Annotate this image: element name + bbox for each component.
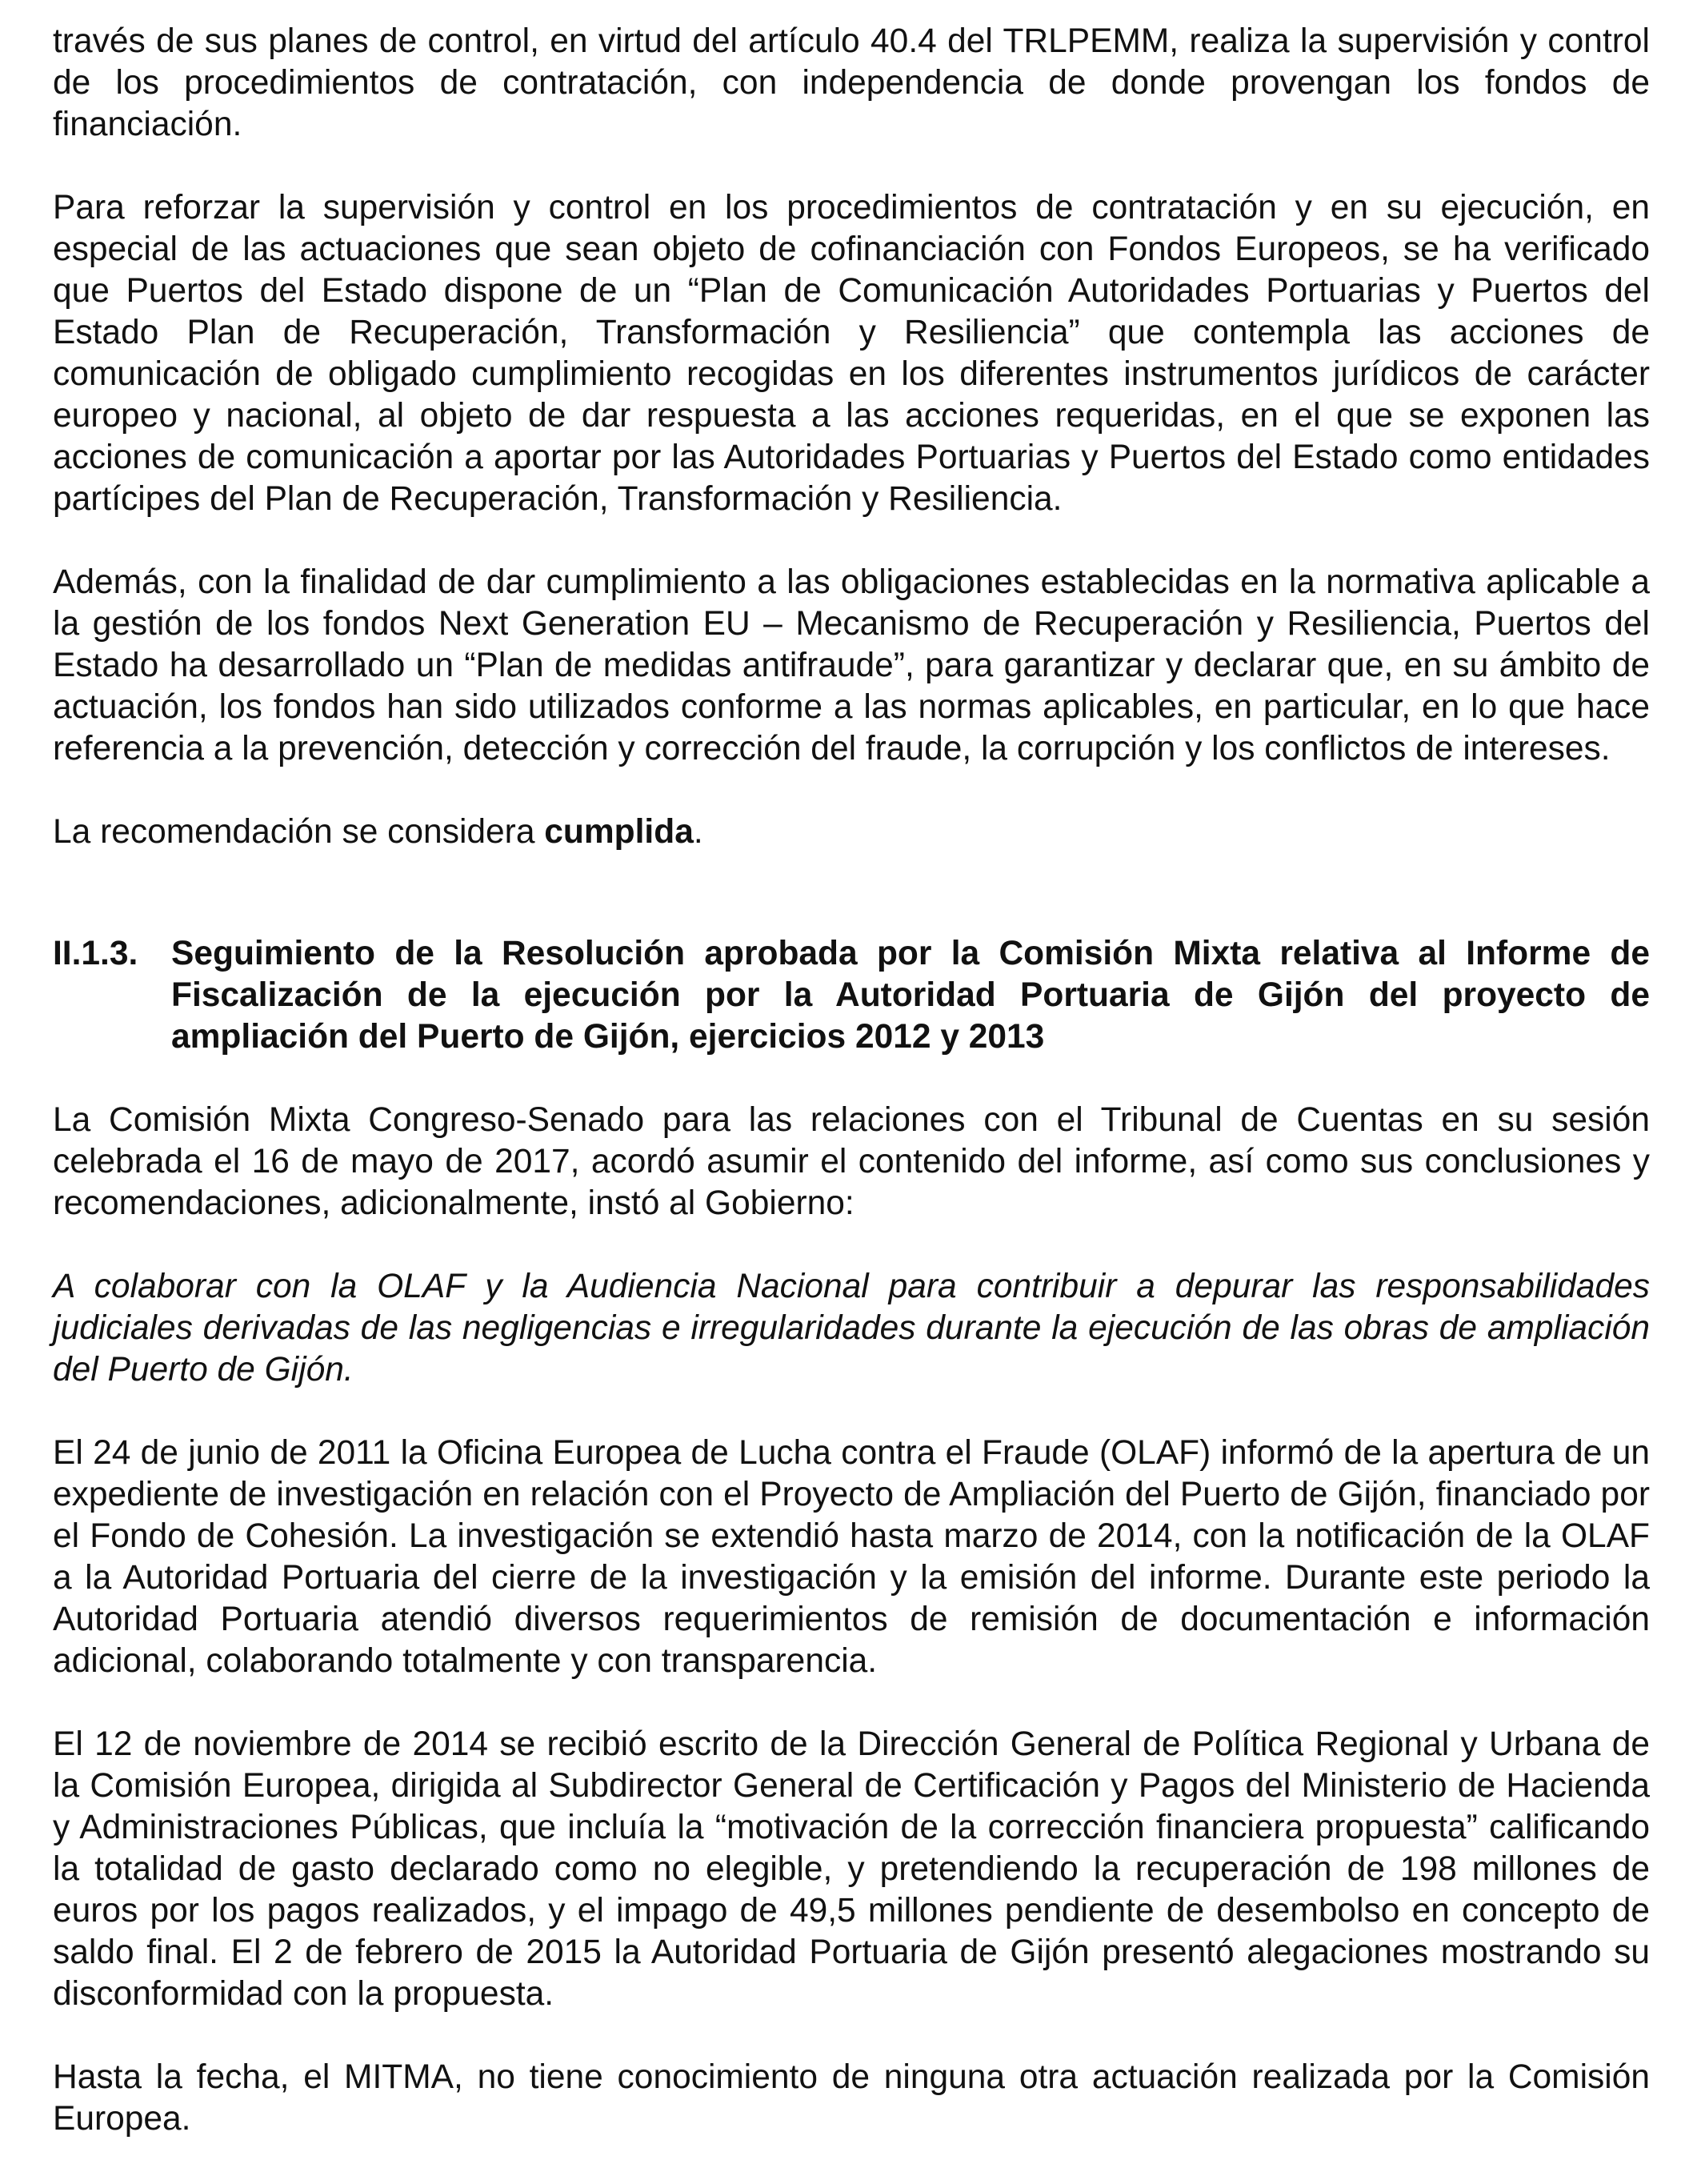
paragraph-recommendation-status (53, 811, 1650, 853)
section-title: Seguimiento de la Resolución aprobada por la Comisión Mixta relativa al Informe de Fiscalización de la ejecución por la Autoridad Portuaria de Gijón del proyecto de ampliación del Puerto de Gijón, ejercicios 2012 y 2013 (171, 935, 1650, 1056)
paragraph-control-procedures: través de sus planes de control, en virtud del artículo 40.4 del TRLPEMM, realiza la supervisión y control de los procedimientos de contratación, con independencia de donde provengan los fondos de financiación. (53, 22, 1650, 143)
section-heading (53, 933, 1650, 1058)
paragraph-quoted-resolution: A colaborar con la OLAF y la Audiencia Nacional para contribuir a depurar las responsabilidades judiciales derivadas de las negligencias e irregularidades durante la ejecución de las obras de ampliación del Puerto de Gijón. (53, 1268, 1650, 1389)
paragraph-antifraud-plan: Además, con la finalidad de dar cumplimiento a las obligaciones establecidas en la normativa aplicable a la gestión de los fondos Next Generation EU – Mecanismo de Recuperación y Resiliencia, Puertos del Estado ha desarrollado un “Plan de medidas antifraude”, para garantizar y declarar que, en su ámbito de actuación, los fondos han sido utilizados conforme a las normas aplicables, en particular, en lo que hace referencia a la prevención, detección y corrección del fraude, la corrupción y los conflictos de intereses. (53, 563, 1650, 767)
recommendation-prefix: La recomendación se considera (53, 813, 545, 851)
paragraph-olaf-investigation: El 24 de junio de 2011 la Oficina Europea de Lucha contra el Fraude (OLAF) informó de la apertura de un expediente de investigación en relación con el Proyecto de Ampliación del Puerto de Gijón, financiado por el Fondo de Cohesión. La investigación se extendió hasta marzo de 2014, con la notificación de la OLAF a la Autoridad Portuaria del cierre de la investigación y la emisión del informe. Durante este periodo la Autoridad Portuaria atendió diversos requerimientos de remisión de documentación e información adicional, colaborando totalmente y con transparencia. (53, 1434, 1650, 1680)
paragraph-commission-session: La Comisión Mixta Congreso-Senado para las relaciones con el Tribunal de Cuentas en su sesión celebrada el 16 de mayo de 2017, acordó asumir el contenido del informe, así como sus conclusiones y recomendaciones, adicionalmente, instó al Gobierno: (53, 1101, 1650, 1222)
recommendation-suffix: . (693, 813, 703, 851)
section-number: II.1.3. (53, 935, 138, 972)
document-page (53, 21, 1650, 2140)
paragraph-financial-correction: El 12 de noviembre de 2014 se recibió escrito de la Dirección General de Política Regional y Urbana de la Comisión Europea, dirigida al Subdirector General de Certificación y Pagos del Ministerio de Hacienda y Administraciones Públicas, que incluía la “motivación de la corrección financiera propuesta” calificando la totalidad de gasto declarado como no elegible, y pretendiendo la recuperación de 198 millones de euros por los pagos realizados, y el impago de 49,5 millones pendiente de desembolso en concepto de saldo final. El 2 de febrero de 2015 la Autoridad Portuaria de Gijón presentó alegaciones mostrando su disconformidad con la propuesta. (53, 1725, 1650, 2013)
paragraph-communication-plan: Para reforzar la supervisión y control en los procedimientos de contratación y en su ejecución, en especial de las actuaciones que sean objeto de cofinanciación con Fondos Europeos, se ha verificado que Puertos del Estado dispone de un “Plan de Comunicación Autoridades Portuarias y Puertos del Estado Plan de Recuperación, Transformación y Resiliencia” que contempla las acciones de comunicación de obligado cumplimiento recogidas en los diferentes instrumentos jurídicos de carácter europeo y nacional, al objeto de dar respuesta a las acciones requeridas, en el que se exponen las acciones de comunicación a aportar por las Autoridades Portuarias y Puertos del Estado como entidades partícipes del Plan de Recuperación, Transformación y Resiliencia. (53, 189, 1650, 518)
paragraph-mitma-status: Hasta la fecha, el MITMA, no tiene conocimiento de ninguna otra actuación realizada por la Comisión Europea. (53, 2058, 1650, 2138)
recommendation-status-bold: cumplida (544, 813, 694, 851)
